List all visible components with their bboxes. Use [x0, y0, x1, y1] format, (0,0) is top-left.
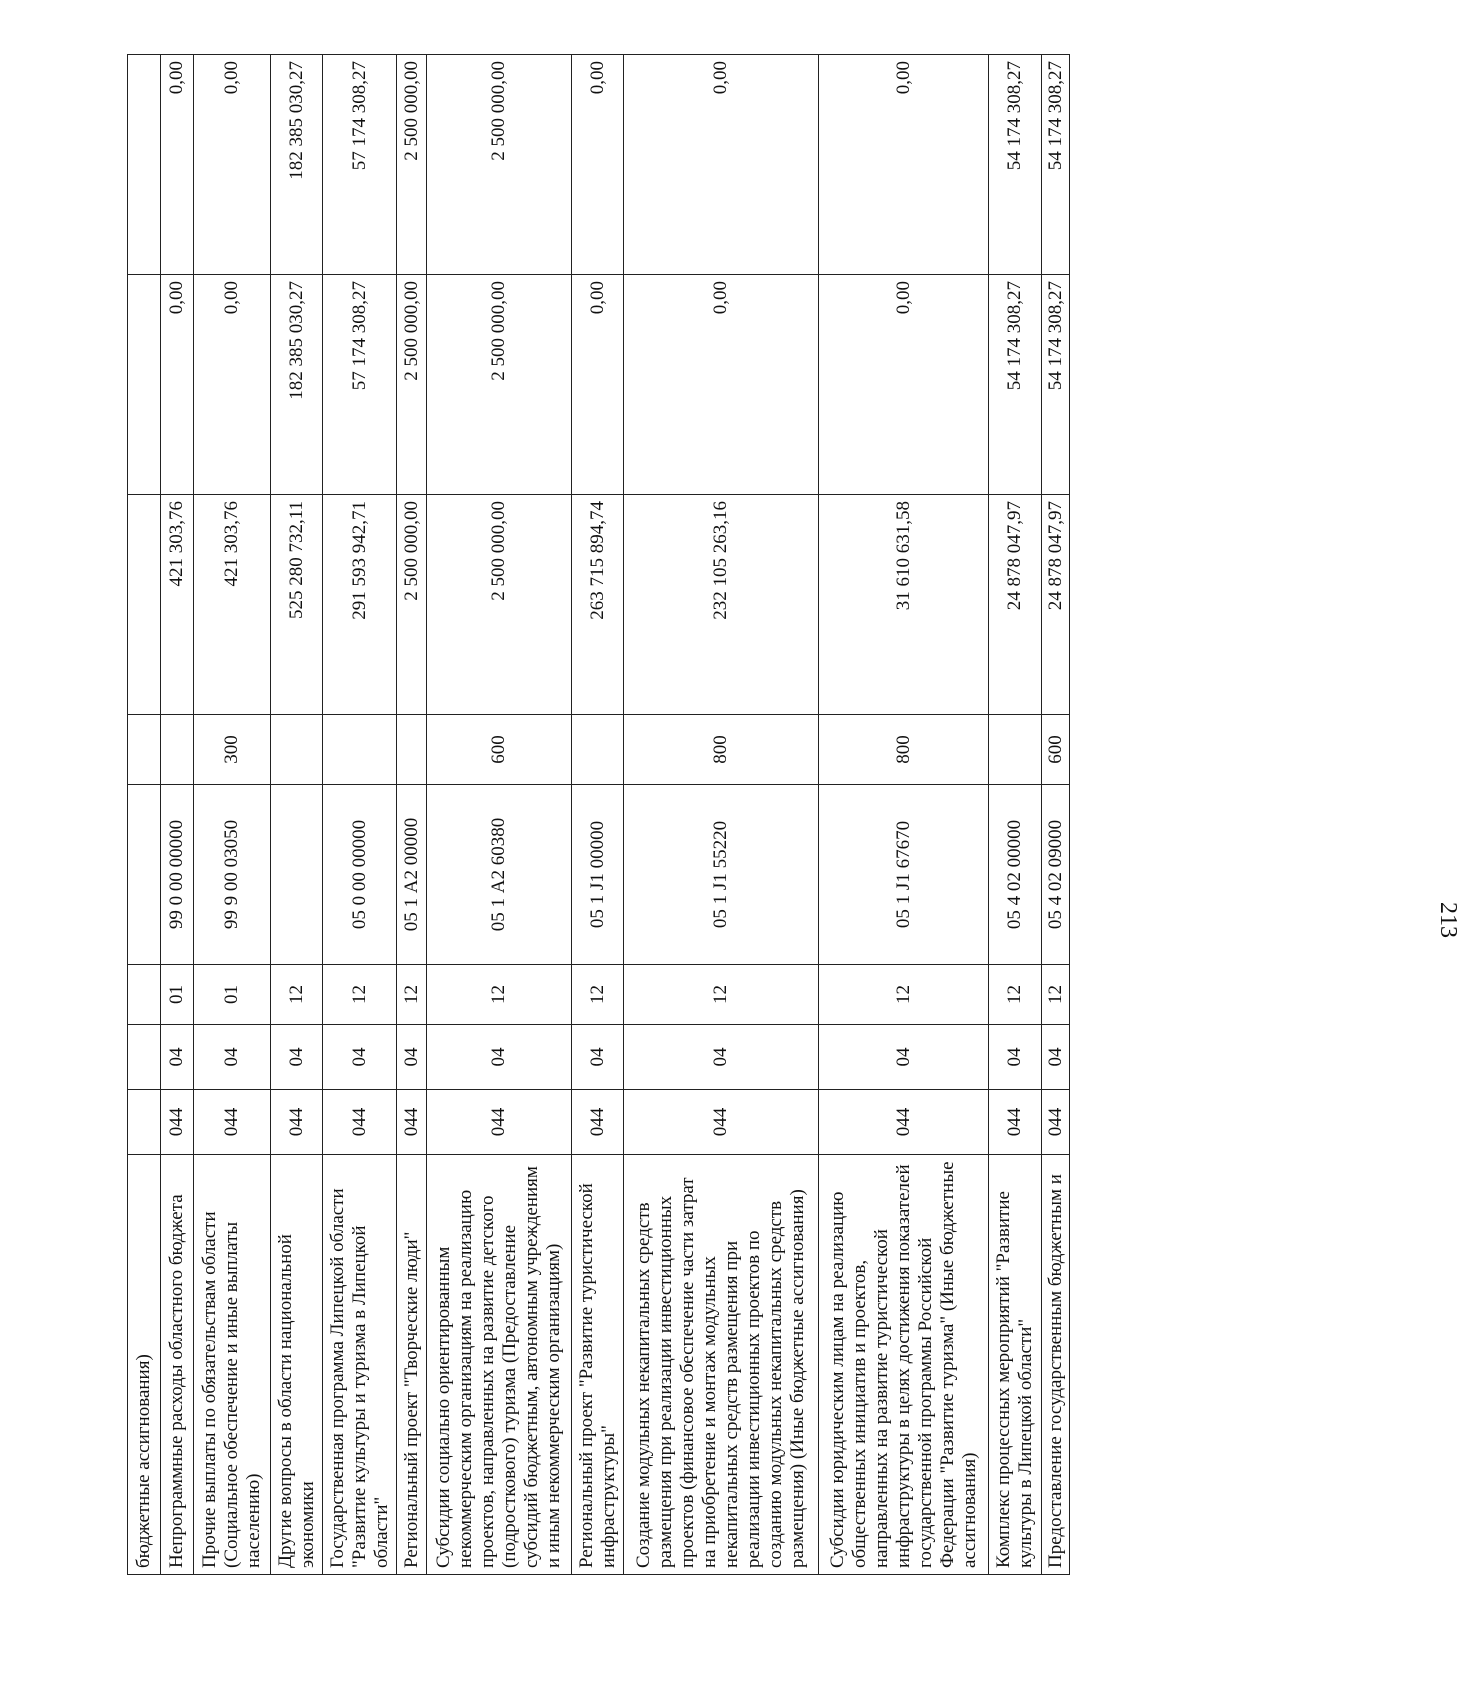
cell-sum-1: 2 500 000,00 [397, 495, 427, 715]
cell-rz [128, 1025, 161, 1090]
cell-sum-2: 2 500 000,00 [397, 275, 427, 495]
cell-sum-1: 421 303,76 [194, 495, 271, 715]
cell-vr: 800 [819, 715, 989, 785]
cell-csr: 05 1 А2 00000 [397, 785, 427, 965]
cell-rz: 04 [819, 1025, 989, 1090]
cell-sum-2: 0,00 [194, 275, 271, 495]
cell-name: Субсидии юридическим лицам на реализацию общественных инициатив и проектов, направленных на развитие туристической инфраструктуры в целях достижения показателей государственной программы Российской Федерации "Развитие туризма" (Иные бюджетные ассигнования) [819, 1155, 989, 1575]
cell-pr: 12 [1042, 965, 1070, 1025]
cell-sum-1: 525 280 732,11 [271, 495, 323, 715]
table-row [128, 55, 161, 1575]
cell-vr: 300 [194, 715, 271, 785]
cell-ved: 044 [397, 1090, 427, 1155]
table-row [271, 55, 323, 1575]
cell-rz: 04 [427, 1025, 572, 1090]
cell-rz: 04 [323, 1025, 397, 1090]
cell-pr [128, 965, 161, 1025]
rotated-page-content [127, 61, 1112, 1575]
cell-sum-3: 2 500 000,00 [397, 55, 427, 275]
cell-ved: 044 [271, 1090, 323, 1155]
cell-name: Непрограммные расходы областного бюджета [161, 1155, 194, 1575]
table-row [397, 55, 427, 1575]
cell-sum-2: 0,00 [572, 275, 624, 495]
cell-ved: 044 [161, 1090, 194, 1155]
table-row [1042, 55, 1070, 1575]
cell-name: Предоставление государственным бюджетным и [1042, 1155, 1070, 1575]
cell-sum-2: 54 174 308,27 [989, 275, 1042, 495]
cell-ved [128, 1090, 161, 1155]
cell-sum-2: 0,00 [819, 275, 989, 495]
cell-pr: 12 [819, 965, 989, 1025]
cell-ved: 044 [194, 1090, 271, 1155]
cell-vr: 600 [427, 715, 572, 785]
cell-name: Другие вопросы в области национальной экономики [271, 1155, 323, 1575]
cell-sum-1: 31 610 631,58 [819, 495, 989, 715]
cell-vr [271, 715, 323, 785]
cell-ved: 044 [624, 1090, 819, 1155]
cell-sum-2: 0,00 [624, 275, 819, 495]
cell-csr [128, 785, 161, 965]
cell-rz: 04 [572, 1025, 624, 1090]
cell-csr: 05 1 J1 00000 [572, 785, 624, 965]
budget-table [127, 54, 1070, 1575]
cell-ved: 044 [323, 1090, 397, 1155]
cell-name: бюджетные ассигнования) [128, 1155, 161, 1575]
table-row [323, 55, 397, 1575]
cell-ved: 044 [572, 1090, 624, 1155]
cell-ved: 044 [989, 1090, 1042, 1155]
cell-sum-1: 421 303,76 [161, 495, 194, 715]
cell-sum-1: 24 878 047,97 [989, 495, 1042, 715]
cell-vr [128, 715, 161, 785]
cell-sum-1 [128, 495, 161, 715]
cell-ved: 044 [1042, 1090, 1070, 1155]
cell-sum-1: 263 715 894,74 [572, 495, 624, 715]
cell-vr: 800 [624, 715, 819, 785]
cell-sum-2 [128, 275, 161, 495]
cell-sum-1: 24 878 047,97 [1042, 495, 1070, 715]
cell-csr: 05 0 00 00000 [323, 785, 397, 965]
cell-csr: 05 4 02 09000 [1042, 785, 1070, 965]
cell-sum-2: 0,00 [161, 275, 194, 495]
cell-name: Государственная программа Липецкой области "Развитие культуры и туризма в Липецкой области" [323, 1155, 397, 1575]
cell-sum-2: 57 174 308,27 [323, 275, 397, 495]
table-row [989, 55, 1042, 1575]
cell-pr: 12 [323, 965, 397, 1025]
cell-sum-1: 232 105 263,16 [624, 495, 819, 715]
cell-sum-3: 54 174 308,27 [1042, 55, 1070, 275]
cell-ved: 044 [427, 1090, 572, 1155]
cell-pr: 01 [161, 965, 194, 1025]
cell-sum-3: 0,00 [624, 55, 819, 275]
cell-sum-2: 182 385 030,27 [271, 275, 323, 495]
cell-csr: 05 1 J1 55220 [624, 785, 819, 965]
table-row [427, 55, 572, 1575]
cell-name: Региональный проект "Творческие люди" [397, 1155, 427, 1575]
cell-pr: 12 [572, 965, 624, 1025]
cell-rz: 04 [624, 1025, 819, 1090]
cell-name: Прочие выплаты по обязательствам области (Социальное обеспечение и иные выплаты населению) [194, 1155, 271, 1575]
cell-vr [572, 715, 624, 785]
cell-sum-2: 2 500 000,00 [427, 275, 572, 495]
cell-csr: 05 1 А2 60380 [427, 785, 572, 965]
cell-sum-3: 0,00 [819, 55, 989, 275]
cell-rz: 04 [1042, 1025, 1070, 1090]
cell-vr: 600 [1042, 715, 1070, 785]
cell-csr: 05 4 02 00000 [989, 785, 1042, 965]
cell-ved: 044 [819, 1090, 989, 1155]
table-row [624, 55, 819, 1575]
cell-pr: 01 [194, 965, 271, 1025]
cell-rz: 04 [989, 1025, 1042, 1090]
cell-csr: 99 9 00 03050 [194, 785, 271, 965]
cell-sum-3: 0,00 [194, 55, 271, 275]
table-row [194, 55, 271, 1575]
cell-sum-3: 0,00 [572, 55, 624, 275]
cell-vr [323, 715, 397, 785]
page-number: 213 [1435, 902, 1461, 938]
cell-name: Региональный проект "Развитие туристической инфраструктуры" [572, 1155, 624, 1575]
budget-table-body [128, 55, 1070, 1575]
cell-vr [161, 715, 194, 785]
cell-sum-1: 2 500 000,00 [427, 495, 572, 715]
cell-rz: 04 [194, 1025, 271, 1090]
cell-sum-3: 2 500 000,00 [427, 55, 572, 275]
cell-pr: 12 [989, 965, 1042, 1025]
table-row [572, 55, 624, 1575]
table-row [161, 55, 194, 1575]
cell-rz: 04 [161, 1025, 194, 1090]
cell-sum-3 [128, 55, 161, 275]
cell-csr: 05 1 J1 67670 [819, 785, 989, 965]
cell-sum-3: 0,00 [161, 55, 194, 275]
cell-sum-3: 182 385 030,27 [271, 55, 323, 275]
cell-csr [271, 785, 323, 965]
cell-vr [989, 715, 1042, 785]
cell-pr: 12 [624, 965, 819, 1025]
cell-name: Субсидии социально ориентированным некоммерческим организациям на реализацию проектов, направленных на развитие детского (подросткового) туризма (Предоставление субсидий бюджетным, автономным учреждениям и иным некоммерческим организациям) [427, 1155, 572, 1575]
cell-sum-3: 57 174 308,27 [323, 55, 397, 275]
cell-sum-1: 291 593 942,71 [323, 495, 397, 715]
cell-pr: 12 [397, 965, 427, 1025]
cell-sum-2: 54 174 308,27 [1042, 275, 1070, 495]
cell-rz: 04 [397, 1025, 427, 1090]
cell-rz: 04 [271, 1025, 323, 1090]
cell-csr: 99 0 00 00000 [161, 785, 194, 965]
cell-pr: 12 [427, 965, 572, 1025]
cell-sum-3: 54 174 308,27 [989, 55, 1042, 275]
cell-pr: 12 [271, 965, 323, 1025]
cell-name: Создание модульных некапитальных средств размещения при реализации инвестиционных проектов (финансовое обеспечение части затрат на приобретение и монтаж модульных некапитальных средств размещения при реализации инвестиционных проектов по созданию модульных некапитальных средств размещения) (Иные бюджетные ассигнования) [624, 1155, 819, 1575]
cell-name: Комплекс процессных мероприятий "Развитие культуры в Липецкой области" [989, 1155, 1042, 1575]
cell-vr [397, 715, 427, 785]
table-row [819, 55, 989, 1575]
